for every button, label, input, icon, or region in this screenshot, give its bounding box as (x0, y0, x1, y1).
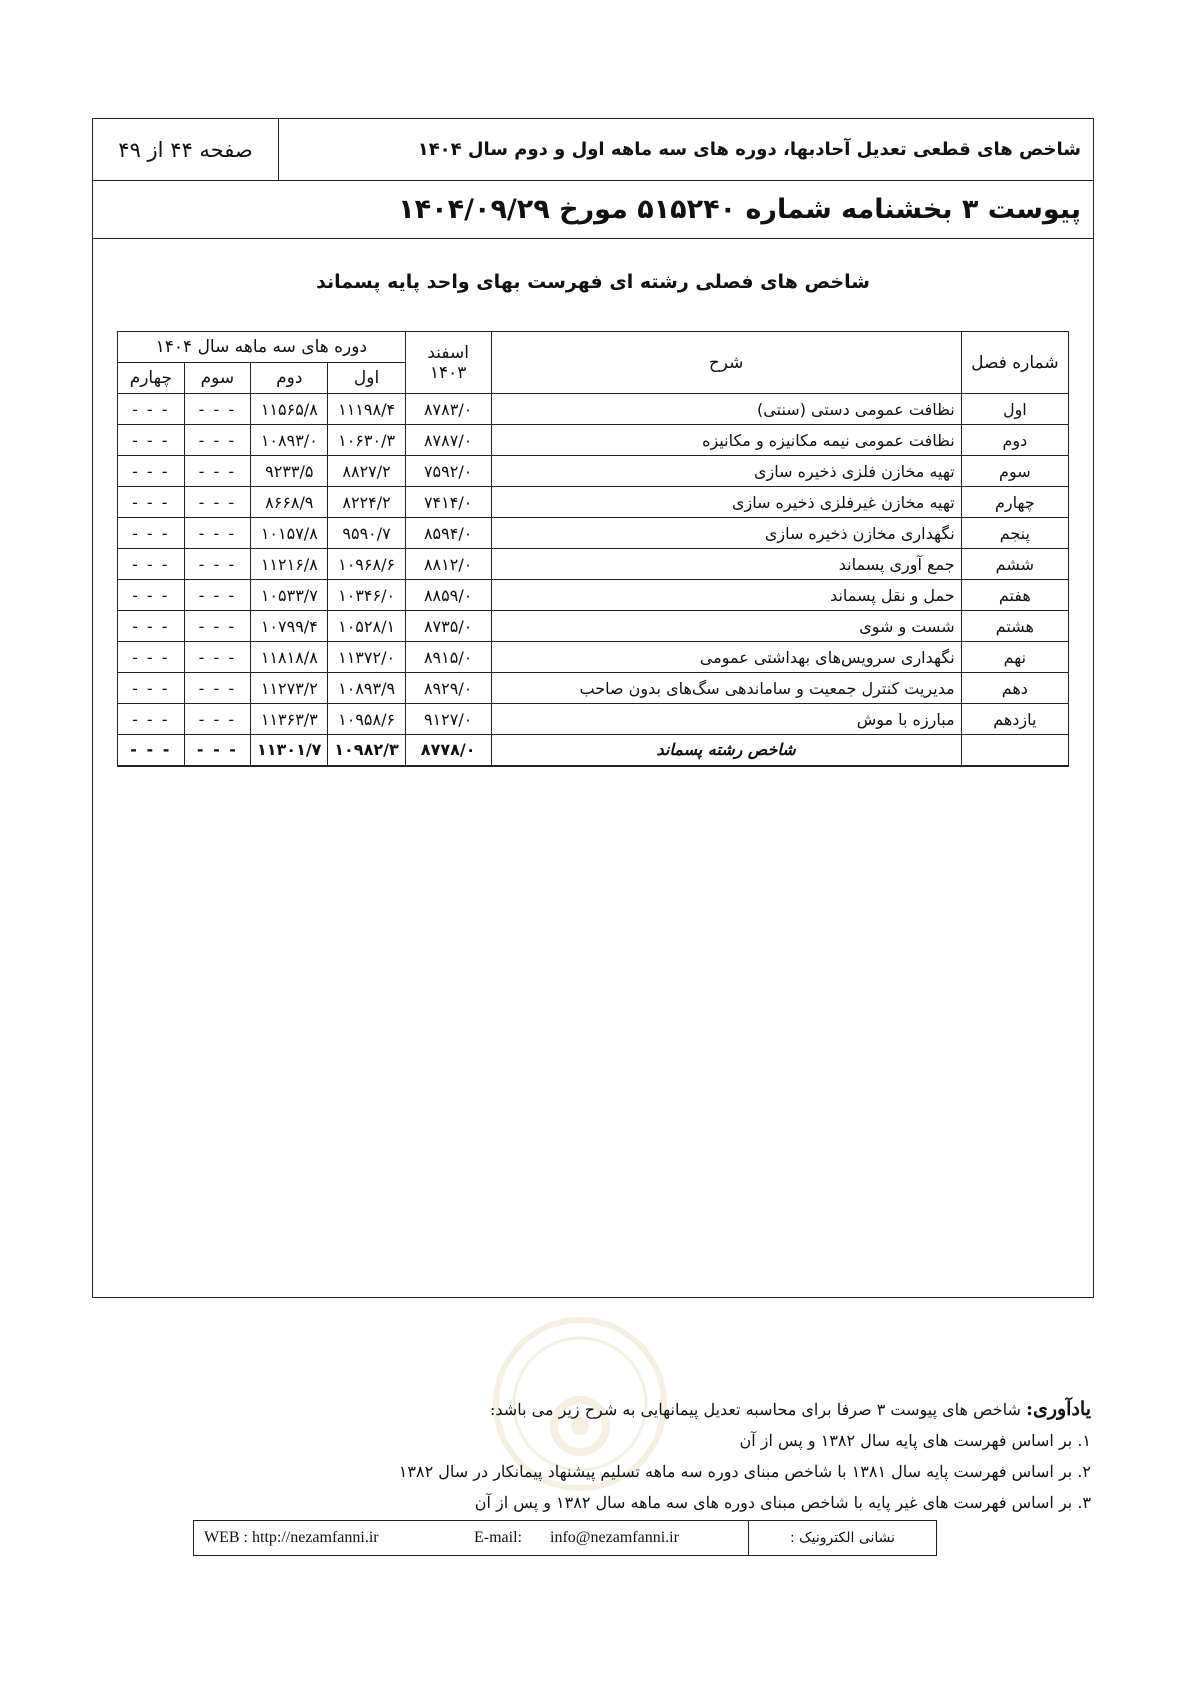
page-number: صفحه ۴۴ از ۴۹ (93, 119, 279, 180)
cell-base: ۸۷۳۵/۰ (405, 611, 491, 642)
cell-description: جمع آوری پسماند (491, 549, 961, 580)
cell-base: ۸۹۱۵/۰ (405, 642, 491, 673)
cell-q1: ۱۰۸۹۳/۹ (328, 673, 405, 704)
contact-box (193, 1520, 937, 1556)
cell-q1: ۱۱۱۹۸/۴ (328, 394, 405, 425)
cell-q2: ۱۱۳۶۳/۳ (251, 704, 328, 735)
cell-q2: ۱۱۸۱۸/۸ (251, 642, 328, 673)
cell-q2: ۱۰۷۹۹/۴ (251, 611, 328, 642)
cell-q2: ۱۰۵۳۳/۷ (251, 580, 328, 611)
note-item: ۲. بر اساس فهرست پایه سال ۱۳۸۱ با شاخص مبنای دوره سه ماهه تسلیم پیشنهاد پیمانکار در سال ۱۳۸۲ (398, 1462, 1091, 1481)
cell-q4: - - - (118, 580, 185, 611)
table-row (118, 642, 1069, 673)
cell-q1: ۱۰۹۸۲/۳ (328, 735, 405, 766)
table-row (118, 704, 1069, 735)
header-description: شرح (491, 332, 961, 394)
cell-q1: ۱۱۳۷۲/۰ (328, 642, 405, 673)
cell-q4: - - - (118, 704, 185, 735)
cell-q3: - - - (184, 580, 251, 611)
cell-q4: - - - (118, 394, 185, 425)
cell-description: تهیه مخازن فلزی ذخیره سازی (491, 456, 961, 487)
cell-chapter: اول (961, 394, 1068, 425)
cell-base: ۷۴۱۴/۰ (405, 487, 491, 518)
cell-base: ۸۷۷۸/۰ (405, 735, 491, 766)
cell-description: نگهداری سرویس‌های بهداشتی عمومی (491, 642, 961, 673)
cell-base: ۹۱۲۷/۰ (405, 704, 491, 735)
cell-chapter: پنجم (961, 518, 1068, 549)
cell-q3: - - - (184, 394, 251, 425)
cell-chapter: چهارم (961, 487, 1068, 518)
table-row (118, 673, 1069, 704)
cell-q2: ۱۰۸۹۳/۰ (251, 425, 328, 456)
table-row (118, 394, 1069, 425)
cell-q4: - - - (118, 487, 185, 518)
header-q3: سوم (184, 363, 251, 394)
cell-q4: - - - (118, 549, 185, 580)
document-subtitle: پیوست ۳ بخشنامه شماره ۵۱۵۲۴۰ مورخ ۱۴۰۴/۰۹/۲۹ (93, 181, 1093, 239)
cell-q2: ۸۶۶۸/۹ (251, 487, 328, 518)
cell-description: نظافت عمومی دستی (سنتی) (491, 394, 961, 425)
cell-chapter: ششم (961, 549, 1068, 580)
table-row (118, 456, 1069, 487)
cell-q3: - - - (184, 704, 251, 735)
email-label: E-mail: (474, 1529, 522, 1546)
cell-q1: ۱۰۹۵۸/۶ (328, 704, 405, 735)
cell-chapter: دوم (961, 425, 1068, 456)
cell-description: مدیریت کنترل جمعیت و ساماندهی سگ‌های بدون صاحب (491, 673, 961, 704)
cell-q2: ۱۱۳۰۱/۷ (251, 735, 328, 766)
header-q2: دوم (251, 363, 328, 394)
cell-base: ۸۹۲۹/۰ (405, 673, 491, 704)
cell-q4: - - - (118, 673, 185, 704)
section-title: شاخص های فصلی رشته ای فهرست بهای واحد پایه پسماند (316, 271, 870, 293)
cell-description: مبارزه با موش (491, 704, 961, 735)
cell-q4: - - - (118, 642, 185, 673)
cell-chapter: دهم (961, 673, 1068, 704)
header-period-group: دوره های سه ماهه سال ۱۴۰۴ (118, 332, 406, 363)
cell-q1: ۱۰۹۶۸/۶ (328, 549, 405, 580)
cell-q2: ۱۰۱۵۷/۸ (251, 518, 328, 549)
cell-base: ۸۷۸۳/۰ (405, 394, 491, 425)
table-body (118, 394, 1069, 766)
cell-q3: - - - (184, 642, 251, 673)
note-item: ۱. بر اساس فهرست های پایه سال ۱۳۸۲ و پس از آن (739, 1431, 1091, 1450)
cell-chapter (961, 735, 1068, 766)
cell-description: حمل و نقل پسماند (491, 580, 961, 611)
document-title: شاخص های قطعی تعدیل آحادبها، دوره های سه ماهه اول و دوم سال ۱۴۰۴ (417, 139, 1081, 160)
cell-description: تهیه مخازن غیرفلزی ذخیره سازی (491, 487, 961, 518)
cell-base: ۸۸۱۲/۰ (405, 549, 491, 580)
cell-q1: ۹۵۹۰/۷ (328, 518, 405, 549)
cell-q3: - - - (184, 425, 251, 456)
cell-base: ۸۷۸۷/۰ (405, 425, 491, 456)
cell-chapter: نهم (961, 642, 1068, 673)
cell-q2: ۱۱۲۱۶/۸ (251, 549, 328, 580)
cell-q1: ۸۲۲۴/۲ (328, 487, 405, 518)
cell-q4: - - - (118, 425, 185, 456)
cell-q1: ۱۰۳۴۶/۰ (328, 580, 405, 611)
header-q4: چهارم (118, 363, 185, 394)
notes-lead: یادآوری: (1025, 1398, 1091, 1420)
email-link[interactable]: info@nezamfanni.ir (550, 1529, 679, 1546)
note-item: ۳. بر اساس فهرست های غیر پایه با شاخص مبنای دوره های سه ماهه سال ۱۳۸۲ و پس از آن (474, 1493, 1091, 1512)
cell-q1: ۱۰۵۲۸/۱ (328, 611, 405, 642)
cell-q3: - - - (184, 611, 251, 642)
cell-q3: - - - (184, 735, 251, 766)
cell-base: ۸۵۹۴/۰ (405, 518, 491, 549)
cell-q3: - - - (184, 673, 251, 704)
notes-section (399, 1394, 1091, 1518)
cell-q1: ۸۸۲۷/۲ (328, 456, 405, 487)
cell-chapter: سوم (961, 456, 1068, 487)
cell-q2: ۱۱۲۷۳/۲ (251, 673, 328, 704)
cell-q3: - - - (184, 487, 251, 518)
website-link[interactable]: WEB : http://nezamfanni.ir (204, 1529, 379, 1546)
cell-q2: ۱۱۵۶۵/۸ (251, 394, 328, 425)
header-base-period: اسفند ۱۴۰۳ (405, 332, 491, 394)
cell-base: ۷۵۹۲/۰ (405, 456, 491, 487)
cell-q1: ۱۰۶۳۰/۳ (328, 425, 405, 456)
cell-description: نظافت عمومی نیمه مکانیزه و مکانیزه (491, 425, 961, 456)
cell-description: نگهداری مخازن ذخیره سازی (491, 518, 961, 549)
table-row (118, 425, 1069, 456)
cell-q4: - - - (118, 456, 185, 487)
total-row (118, 735, 1069, 766)
cell-q4: - - - (118, 735, 185, 766)
cell-q4: - - - (118, 518, 185, 549)
table-row (118, 518, 1069, 549)
cell-q2: ۹۲۳۳/۵ (251, 456, 328, 487)
cell-description: شست و شوی (491, 611, 961, 642)
cell-chapter: هشتم (961, 611, 1068, 642)
cell-q3: - - - (184, 518, 251, 549)
table-row (118, 487, 1069, 518)
header-q1: اول (328, 363, 405, 394)
notes-intro-text: شاخص های پیوست ۳ صرفا برای محاسبه تعدیل پیمانهایی به شرح زیر می باشد: (490, 1400, 1026, 1419)
header-row (93, 119, 1093, 181)
cell-q3: - - - (184, 456, 251, 487)
table-row (118, 580, 1069, 611)
notes-intro (399, 1394, 1091, 1425)
index-table (117, 331, 1069, 767)
cell-chapter: هفتم (961, 580, 1068, 611)
header-chapter: شماره فصل (961, 332, 1068, 394)
table-row (118, 611, 1069, 642)
cell-chapter: یازدهم (961, 704, 1068, 735)
cell-q3: - - - (184, 549, 251, 580)
contact-label: نشانی الکترونیک : (748, 1521, 936, 1555)
cell-q4: - - - (118, 611, 185, 642)
table-row (118, 549, 1069, 580)
cell-base: ۸۸۵۹/۰ (405, 580, 491, 611)
document-frame (92, 118, 1094, 1298)
cell-description: شاخص رشته پسماند (491, 735, 961, 766)
